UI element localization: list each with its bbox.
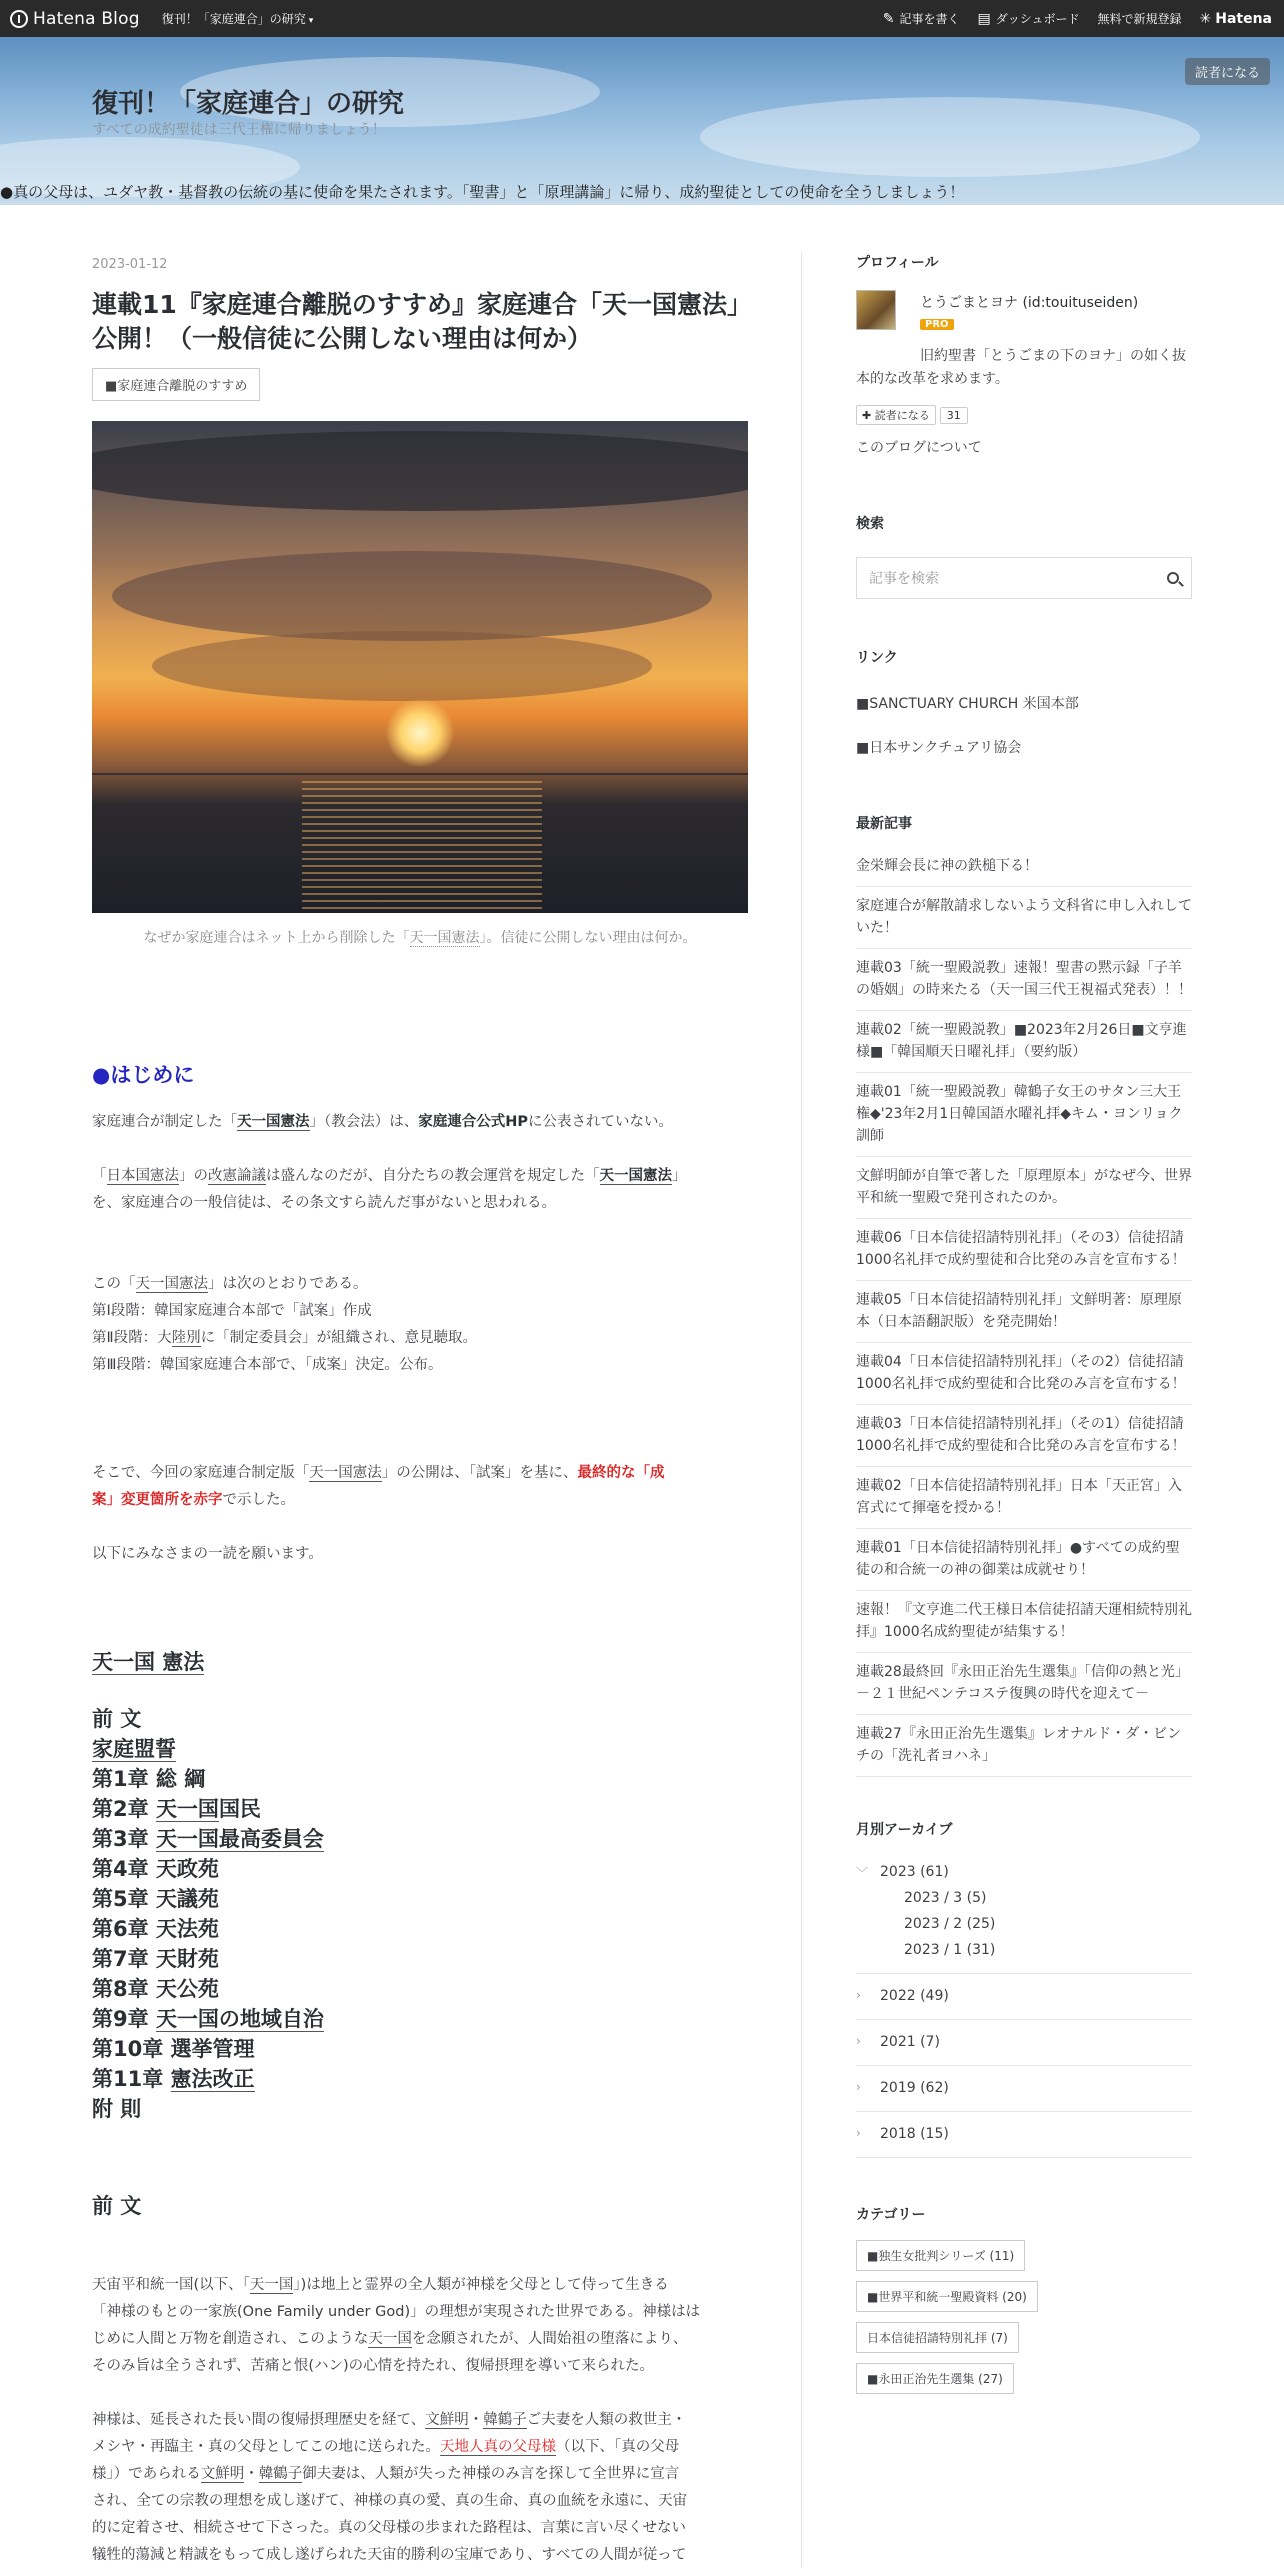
- archive-year-toggle[interactable]: › 2022 (49): [856, 1974, 1192, 2020]
- recent-article-link[interactable]: 連載03「統一聖殿説教」速報！聖書の黙示録「子羊の婚姻」の時来たる（天一国三代王視福式発表）！！: [856, 949, 1192, 1011]
- archive-year-toggle[interactable]: ﹀ 2023 (61): [856, 1864, 949, 1880]
- intro-heading: ●はじめに: [92, 1063, 195, 1087]
- chevron-right-icon[interactable]: ›: [856, 1988, 861, 2002]
- archive-list: [856, 1857, 1192, 2158]
- constitution-heading: 天一国 憲法: [92, 1650, 205, 1674]
- blog-subtitle: すべての成約聖徒は三代王権に帰りましょう！: [92, 122, 386, 138]
- category-link[interactable]: 日本信徒招請特別礼拝 (7): [856, 2322, 1019, 2353]
- chevron-right-icon[interactable]: ›: [856, 2034, 861, 2048]
- toc-item: 第9章 天一国の地域自治: [92, 2007, 324, 2031]
- sunset-photo: [92, 421, 748, 913]
- recent-articles: [856, 847, 1192, 1777]
- archive-month-link[interactable]: 2023 / 1 (31): [904, 1942, 996, 1958]
- recent-article-link[interactable]: 連載03「日本信徒招請特別礼拝」（その1）信徒招請1000名礼拝で成約聖徒和合比発のみ言を宣布する！: [856, 1405, 1192, 1467]
- pro-badge: PRO: [920, 319, 954, 330]
- keyword-link[interactable]: 文鮮明: [425, 2412, 469, 2428]
- subscribe-button[interactable]: 読者になる: [1185, 58, 1270, 85]
- keyword-link[interactable]: 陸別: [171, 1330, 201, 1346]
- search-input[interactable]: 記事を検索: [869, 571, 939, 587]
- archive-year-toggle[interactable]: › 2019 (62): [856, 2066, 1192, 2112]
- paragraph: 天宙平和統一国(以下、「天一国」)は地上と霊界の全人類が神様を父母として侍って生きる 「神様のもとの一家族(One Family under God)」の理想が実現された世界である。神様はは じめに人間と万物を創造され、このような天一国を念願されたが、人間始祖の堕落により、 そのみ旨は全うされず、苦痛と恨(ハン)の心情を持たれ、復帰摂理を導いて来られた。: [92, 2277, 701, 2374]
- recent-article-link[interactable]: 連載01「統一聖殿説教」韓鶴子女王のサタン三大王権◆'23年2月1日韓国語水曜礼拝◆キム・ヨンリョク訓師: [856, 1073, 1192, 1157]
- archive-year-toggle[interactable]: › 2018 (15): [856, 2112, 1192, 2158]
- toc-item: 第10章 選挙管理: [92, 2037, 255, 2061]
- recent-article-link[interactable]: 金栄輝会長に神の鉄槌下る！: [856, 847, 1192, 887]
- search-heading: 検索: [856, 516, 884, 532]
- dashboard-link[interactable]: ▤ ダッシュボード: [977, 10, 1080, 27]
- keyword-link[interactable]: 天一国憲法: [135, 1276, 208, 1292]
- dashboard-icon: ▤: [977, 10, 991, 27]
- constitution-toc: [92, 1704, 748, 2124]
- search-icon[interactable]: [1167, 572, 1179, 584]
- hatena-blog-logo[interactable]: Hatena Blog: [10, 9, 140, 29]
- paragraph: 神様は、延長された長い間の復帰摂理歴史を経て、文鮮明・韓鶴子ご夫妻を人類の救世主・ メシヤ・再臨主・真の父母としてこの地に送られた。天地人真の父母様（以下、「真の父母 様」）であられる文鮮明・韓鶴子御夫妻は、人類が失った神様のみ言を探して全世界に宣言 され、全ての宗教の理想を成し遂げて、神様の真の愛、真の生命、真の血統を永遠に、天宙 的に定着させ、相続させて下さった。真の父母様の歩まれた路程は、言葉に言い尽くせない 犠牲的蕩減と精誠をもって成し遂げられた天宙的勝利の宝庫であり、すべての人間が従って: [92, 2412, 688, 2563]
- article-category-tag[interactable]: ■家庭連合離脱のすすめ: [92, 368, 260, 401]
- archive-heading: 月別アーカイブ: [856, 1822, 953, 1838]
- profile-module: [856, 290, 1192, 331]
- recent-article-link[interactable]: 文鮮明師が自筆で著した「原理原本」がなぜ今、世界平和統一聖殿で発刊されたのか。: [856, 1157, 1192, 1219]
- keyword-link[interactable]: 天一国憲法: [599, 1168, 672, 1184]
- keyword-link[interactable]: 改憲論議: [208, 1168, 266, 1184]
- category-link[interactable]: ■独生女批判シリーズ (11): [856, 2240, 1025, 2271]
- profile-description: 旧約聖書「とうごまの下のヨナ」の如く抜本的な改革を求めます。: [856, 348, 1186, 387]
- category-link[interactable]: ■世界平和統一聖殿資料 (20): [856, 2281, 1038, 2312]
- keyword-link[interactable]: 天一国最高委員会: [155, 1827, 324, 1851]
- toc-item: 第4章 天政苑: [92, 1857, 219, 1881]
- reader-count[interactable]: 31: [940, 407, 968, 424]
- recent-article-link[interactable]: 連載27『永田正治先生選集』レオナルド・ダ・ビンチの「洗礼者ヨハネ」: [856, 1715, 1192, 1777]
- paragraph: そこで、今回の家庭連合制定版「天一国憲法」の公開は、「試案」を基に、最終的な「成 案」変更箇所を赤字で示した。: [92, 1465, 665, 1508]
- toc-item: 附 則: [92, 2097, 142, 2121]
- keyword-link[interactable]: 天一国憲法: [309, 1465, 382, 1481]
- recent-article-link[interactable]: 連載01「日本信徒招請特別礼拝」●すべての成約聖徒の和合統一の神の御業は成就せり！: [856, 1529, 1192, 1591]
- chevron-right-icon[interactable]: ›: [856, 2080, 861, 2094]
- hatena-logo-icon: [10, 10, 28, 28]
- search-box[interactable]: [856, 557, 1192, 599]
- keyword-link[interactable]: 天一国憲法: [409, 930, 480, 946]
- recent-article-link[interactable]: 連載04「日本信徒招請特別礼拝」（その2）信徒招請1000名礼拝で成約聖徒和合比発のみ言を宣布する！: [856, 1343, 1192, 1405]
- keyword-link[interactable]: 天一国: [368, 2331, 412, 2347]
- keyword-link[interactable]: 天地人真の父母様: [440, 2439, 556, 2455]
- recent-article-link[interactable]: 家庭連合が解散請求しないよう文科省に申し入れしていた！: [856, 887, 1192, 949]
- category-list: [856, 2240, 1192, 2404]
- recent-article-link[interactable]: 連載02「統一聖殿説教」■2023年2月26日■文亨進様■「韓国順天日曜礼拝」（要約版）: [856, 1011, 1192, 1073]
- blog-header: [0, 37, 1284, 205]
- article-date[interactable]: 2023-01-12: [92, 257, 168, 272]
- keyword-link[interactable]: 天一国: [249, 2277, 294, 2293]
- write-article-link[interactable]: ✎ 記事を書く: [882, 10, 960, 27]
- paragraph: この「天一国憲法」は次のとおりである。 第Ⅰ段階：韓国家庭連合本部で「試案」作成 第Ⅱ段階：大陸別に「制定委員会」が組織され、意見聴取。 第Ⅲ段階：韓国家庭連合本部で、「成案」決定。公布。: [92, 1276, 478, 1373]
- keyword-link[interactable]: 憲法改正: [170, 2067, 255, 2091]
- archive-year-toggle[interactable]: › 2021 (7): [856, 2020, 1192, 2066]
- avatar[interactable]: [856, 290, 896, 330]
- archive-month-link[interactable]: 2023 / 2 (25): [904, 1916, 996, 1932]
- reader-row: [856, 405, 1192, 425]
- keyword-link[interactable]: 天一国憲法: [237, 1114, 310, 1130]
- blog-name-menu[interactable]: 復刊！「家庭連合」の研究 ▾: [161, 12, 314, 26]
- keyword-link[interactable]: 韓鶴子: [483, 2412, 527, 2428]
- recent-article-link[interactable]: 連載05「日本信徒招請特別礼拝」文鮮明著：原理原本（日本語翻訳版）を発売開始！: [856, 1281, 1192, 1343]
- hatena-menu[interactable]: ✳ Hatena: [1199, 10, 1272, 27]
- reader-button[interactable]: ✚ 読者になる: [856, 405, 936, 425]
- recent-article-link[interactable]: 速報！『文亨進二代王様日本信徒招請天運相続特別礼拝』1000名成約聖徒が結集する！: [856, 1591, 1192, 1653]
- toc-item: 第5章 天議苑: [92, 1887, 219, 1911]
- profile-heading: プロフィール: [856, 255, 939, 271]
- paragraph: 家庭連合が制定した「天一国憲法」（教会法）は、家庭連合公式HPに公表されていない。: [92, 1114, 674, 1130]
- toc-item: 第7章 天財苑: [92, 1947, 219, 1971]
- keyword-link[interactable]: 韓鶴子: [258, 2466, 303, 2482]
- pencil-icon: ✎: [882, 10, 895, 27]
- profile-name[interactable]: とうごまとヨナ (id:touituseiden): [920, 295, 1139, 311]
- signup-link[interactable]: 無料で新規登録: [1097, 12, 1182, 26]
- blog-notice: ●真の父母は、ユダヤ教・基督教の伝統の基に使命を果たされます。「聖書」と「原理講論」に帰り、成約聖徒としての使命を全うしましょう！: [0, 183, 965, 201]
- toc-item: 第11章 憲法改正: [92, 2067, 255, 2091]
- toc-item: [92, 1734, 748, 1764]
- about-blog-link[interactable]: このブログについて: [856, 440, 982, 456]
- chevron-down-icon[interactable]: ﹀: [856, 1865, 869, 1880]
- toc-item: 前 文: [92, 1707, 142, 1731]
- toc-item: 第3章 天一国最高委員会: [92, 1827, 324, 1851]
- keyword-link[interactable]: 天一国の地域自治: [155, 2007, 324, 2031]
- keyword-link[interactable]: 天一国: [155, 1797, 219, 1821]
- toc-item: 第8章 天公苑: [92, 1977, 219, 2001]
- paragraph: 「日本国憲法」の改憲論議は盛んなのだが、自分たちの教会運営を規定した「天一国憲法」 を、家庭連合の一般信徒は、その条文すら読んだ事がないと思われる。: [92, 1168, 687, 1211]
- column-divider: [801, 252, 802, 2568]
- link-sanctuary-church[interactable]: ■SANCTUARY CHURCH 米国本部: [856, 696, 1079, 712]
- toc-item: 第1章 総 綱: [92, 1767, 206, 1791]
- preamble-heading: 前 文: [92, 2194, 142, 2218]
- archive-year-open: [856, 1857, 1192, 1974]
- article: [92, 257, 748, 2568]
- category-link[interactable]: ■永田正治先生選集 (27): [856, 2363, 1014, 2394]
- header-cloud: [700, 97, 1200, 177]
- article-title[interactable]: 連載11『家庭連合離脱のすすめ』家庭連合「天一国憲法」公開！（一般信徒に公開しない理由は何か）: [92, 290, 740, 353]
- blog-title[interactable]: 復刊！「家庭連合」の研究: [92, 89, 405, 119]
- archive-month-link[interactable]: 2023 / 3 (5): [904, 1890, 987, 1906]
- photo-caption: なぜか家庭連合はネット上から削除した「天一国憲法」。信徒に公開しない理由は何か。: [143, 930, 697, 946]
- recent-article-link[interactable]: 連載28最終回『永田正治先生選集』「信仰の熱と光」－２１世紀ペンテコステ復興の時代を迎えて－: [856, 1653, 1192, 1715]
- links-heading: リンク: [856, 650, 898, 666]
- caret-down-icon: ▾: [308, 16, 314, 26]
- keyword-link[interactable]: 家庭盟誓: [92, 1737, 176, 1761]
- keyword-link[interactable]: 文鮮明: [200, 2466, 245, 2482]
- category-heading: カテゴリー: [856, 2207, 926, 2223]
- paragraph: 以下にみなさまの一読を願います。: [92, 1546, 323, 1562]
- hatena-topbar: [0, 0, 1284, 37]
- keyword-link[interactable]: 天一国: [92, 1650, 155, 1674]
- link-japan-sanctuary[interactable]: ■日本サンクチュアリ協会: [856, 740, 1022, 756]
- chevron-right-icon[interactable]: ›: [856, 2126, 861, 2140]
- recent-heading: 最新記事: [856, 816, 912, 832]
- recent-article-link[interactable]: 連載02「日本信徒招請特別礼拝」日本「天正宮」入宮式にて揮毫を授かる！: [856, 1467, 1192, 1529]
- sidebar: [856, 252, 1192, 2404]
- hatena-star-icon: ✳: [1199, 10, 1212, 27]
- toc-item: 第2章 天一国国民: [92, 1797, 261, 1821]
- recent-article-link[interactable]: 連載06「日本信徒招請特別礼拝」（その3）信徒招請1000名礼拝で成約聖徒和合比発のみ言を宣布する！: [856, 1219, 1192, 1281]
- keyword-link[interactable]: 日本国憲法: [106, 1168, 179, 1184]
- toc-item: 第6章 天法苑: [92, 1917, 219, 1941]
